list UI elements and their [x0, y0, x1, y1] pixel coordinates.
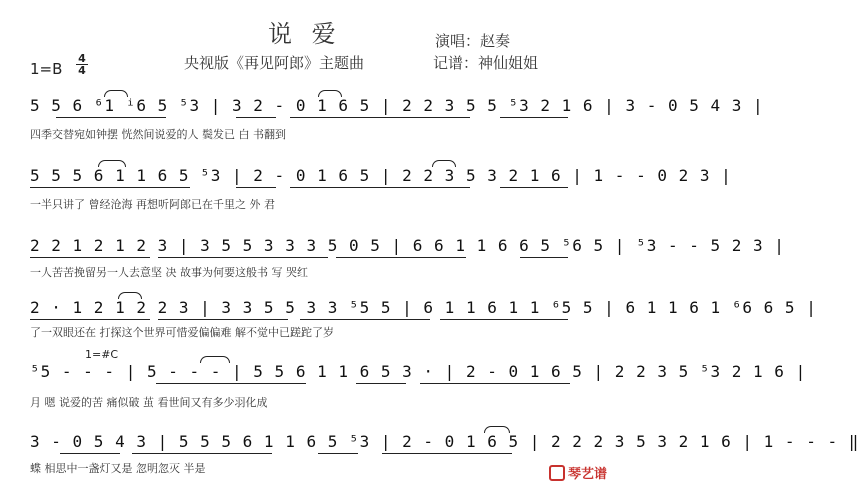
- lyrics-row-1: 四季交替宛如钟摆 恍然间说爱的人 鬓发已 白 书翻到: [30, 128, 286, 141]
- slur-mark: [98, 160, 126, 167]
- beam-line: [290, 187, 470, 188]
- beam-line: [56, 117, 166, 118]
- beam-line: [156, 383, 306, 384]
- beam-line: [500, 187, 568, 188]
- beam-line: [420, 383, 570, 384]
- beam-line: [356, 383, 406, 384]
- notation-row-5: ⁵5 - - - | 5 - - - | 5 5 6 1 1 6 5 3 · | 2 - 0 1 6 5 | 2 2 3 5 ⁵3 2 1 6 |: [30, 362, 807, 381]
- beam-line: [132, 453, 272, 454]
- lyrics-row-5: 月 嗯 说爱的苦 痛似破 茧 看世间又有多少羽化成: [30, 396, 268, 409]
- beam-line: [30, 257, 150, 258]
- notation-row-2: 5 5 5 6 1 1 6 5 ⁵3 | 2 - 0 1 6 5 | 2 2 3 5 3 2 1 6 | 1 - - 0 2 3 |: [30, 166, 732, 185]
- qinyipu-logo-icon: [549, 465, 565, 481]
- singer-credit: 演唱：赵奏: [435, 32, 511, 50]
- lyrics-row-6: 蝶 相思中一盏灯又是 忽明忽灭 半是: [30, 462, 206, 475]
- beam-line: [158, 319, 288, 320]
- slur-mark: [432, 160, 456, 167]
- lyrics-row-3: 一人苦苦挽留另一人去意坚 决 故事为何要这般书 写 哭红: [30, 266, 308, 279]
- watermark-text: 琴艺谱: [568, 467, 608, 482]
- beam-line: [500, 117, 568, 118]
- song-title: 说 爱: [268, 20, 342, 48]
- song-subtitle: 央视版《再见阿郎》主题曲: [184, 54, 365, 72]
- beam-line: [30, 187, 190, 188]
- slur-mark: [484, 426, 510, 433]
- key-signature: 1=B: [30, 60, 63, 78]
- lyrics-row-2: 一半只讲了 曾经沧海 再想听阿郎已在千里之 外 君: [30, 198, 275, 211]
- key-change-marker: 1=#C: [85, 348, 119, 361]
- lyrics-row-4: 了一双眼还在 打探这个世界可惜爱偏偏难 解不觉中已蹉跎了岁: [30, 326, 334, 339]
- notation-row-3: 2 2 1 2 1 2 3 | 3 5 5 3 3 3 5 0 5 | 6 6 1 1 6 6 5 ⁵6 5 | ⁵3 - - 5 2 3 |: [30, 236, 785, 255]
- beam-line: [440, 319, 568, 320]
- slur-mark: [318, 90, 342, 97]
- slur-mark: [104, 90, 128, 97]
- slur-mark: [118, 292, 142, 299]
- beam-line: [158, 257, 328, 258]
- beam-line: [236, 187, 276, 188]
- notation-row-6: 3 - 0 5 4 3 | 5 5 5 6 1 1 6 5 ⁵3 | 2 - 0 1 6 5 | 2 2 2 3 5 3 2 1 6 | 1 - - - ‖: [30, 432, 859, 451]
- time-signature: [76, 53, 88, 76]
- beam-line: [300, 319, 430, 320]
- beam-line: [520, 257, 568, 258]
- notation-row-4: 2 · 1 2 1 2 2 3 | 3 3 5 5 3 3 ⁵5 5 | 6 1 1 6 1 1 ⁶5 5 | 6 1 1 6 1 ⁶6 6 5 |: [30, 298, 817, 317]
- time-signature-top: 4: [78, 52, 86, 65]
- time-signature-bottom: 4: [78, 64, 86, 77]
- beam-line: [336, 257, 466, 258]
- beam-line: [60, 453, 120, 454]
- notation-row-1: 5 5 6 ⁶1 ⁱ6 5 ⁵3 | 3 2 - 0 1 6 5 | 2 2 3 5 5 ⁵3 2 1 6 | 3 - 0 5 4 3 |: [30, 96, 764, 115]
- beam-line: [382, 453, 512, 454]
- beam-line: [236, 117, 276, 118]
- beam-line: [290, 117, 470, 118]
- beam-line: [318, 453, 358, 454]
- slur-mark: [200, 356, 230, 363]
- transcriber-credit: 记谱：神仙姐姐: [433, 54, 539, 72]
- beam-line: [30, 319, 150, 320]
